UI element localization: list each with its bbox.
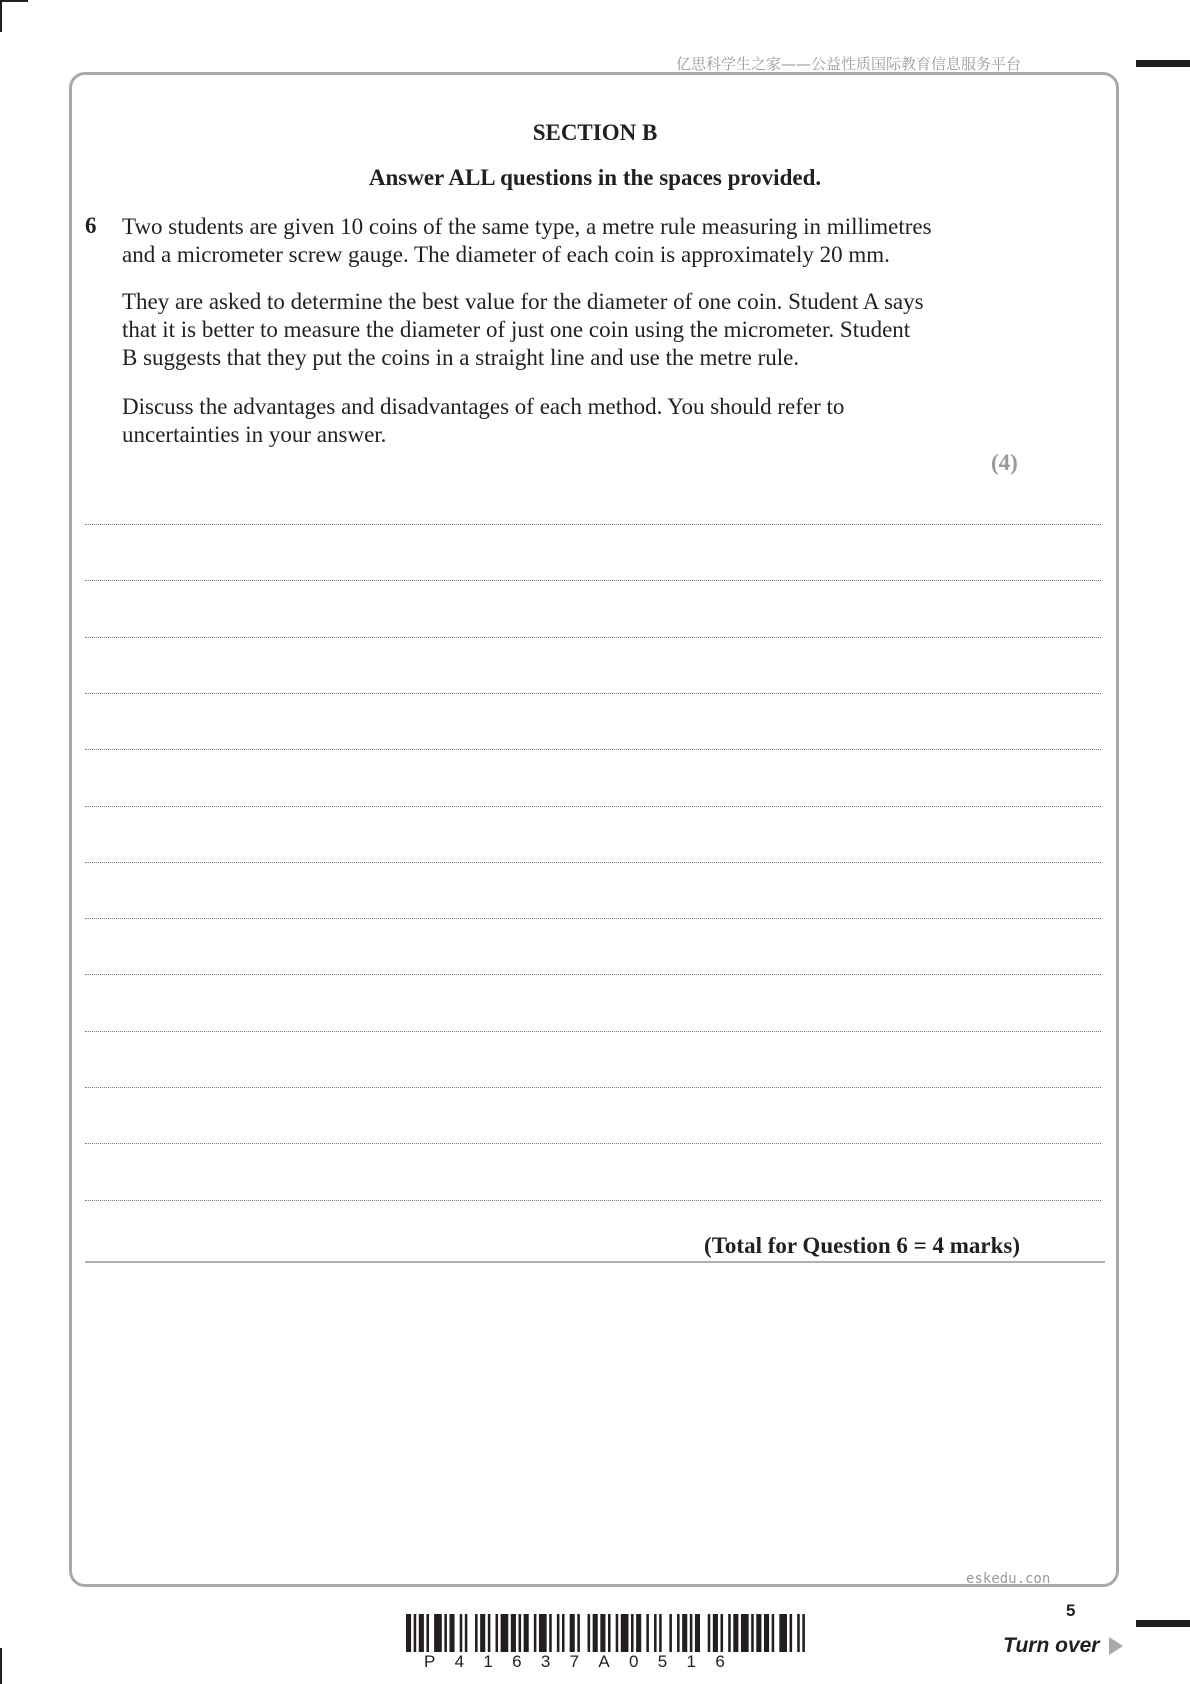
- answer-line[interactable]: [85, 1087, 1101, 1088]
- edge-mark-top: [1136, 60, 1190, 67]
- crop-mark-bottom-left: [0, 1648, 2, 1684]
- question-number: 6: [85, 213, 97, 238]
- answer-line[interactable]: [85, 918, 1101, 919]
- edge-mark-bottom: [1136, 1620, 1190, 1627]
- section-title: SECTION B: [532, 120, 658, 145]
- header-watermark: 亿思科学生之家——公益性质国际教育信息服务平台: [676, 55, 1022, 73]
- answer-line[interactable]: [85, 1143, 1101, 1144]
- answer-line[interactable]: [85, 1200, 1101, 1201]
- answer-line[interactable]: [85, 580, 1101, 581]
- turn-over: [1003, 1634, 1123, 1658]
- question-paragraph-3: Discuss the advantages and disadvantages of each method. You should refer to uncertainties in your answer.: [122, 394, 845, 447]
- crop-mark-top-left-horizontal: [0, 0, 28, 2]
- crop-mark-top-left-vertical: [0, 0, 2, 32]
- section-instruction: Answer ALL questions in the spaces provided.: [368, 165, 822, 190]
- arrow-right-icon: [1109, 1637, 1123, 1655]
- barcode-text: P41637A0516: [424, 1652, 745, 1671]
- answer-line[interactable]: [85, 637, 1101, 638]
- question-marks: (4): [991, 450, 1018, 475]
- answer-line[interactable]: [85, 1031, 1101, 1032]
- answer-line[interactable]: [85, 974, 1101, 975]
- answer-line[interactable]: [85, 749, 1101, 750]
- question-paragraph-1: Two students are given 10 coins of the same type, a metre rule measuring in millimetres and a micrometer screw gauge. The diameter of each coin is approximately 20 mm.: [122, 214, 932, 267]
- answer-line[interactable]: [85, 806, 1101, 807]
- question-paragraph-2: They are asked to determine the best value for the diameter of one coin. Student A says that it is better to measure the diameter of just one coin using the micrometer. Student B suggests that they put the coins in a straight line and use the metre rule.: [122, 289, 924, 370]
- question-total: (Total for Question 6 = 4 marks): [704, 1233, 1020, 1258]
- answer-line[interactable]: [85, 693, 1101, 694]
- answer-line[interactable]: [85, 524, 1101, 525]
- turn-over-label: Turn over: [1003, 1634, 1100, 1657]
- barcode: [406, 1614, 810, 1652]
- total-rule: [85, 1261, 1105, 1263]
- footer-watermark: eskedu.con: [966, 1571, 1051, 1587]
- page-number: 5: [1066, 1601, 1076, 1620]
- answer-line[interactable]: [85, 862, 1101, 863]
